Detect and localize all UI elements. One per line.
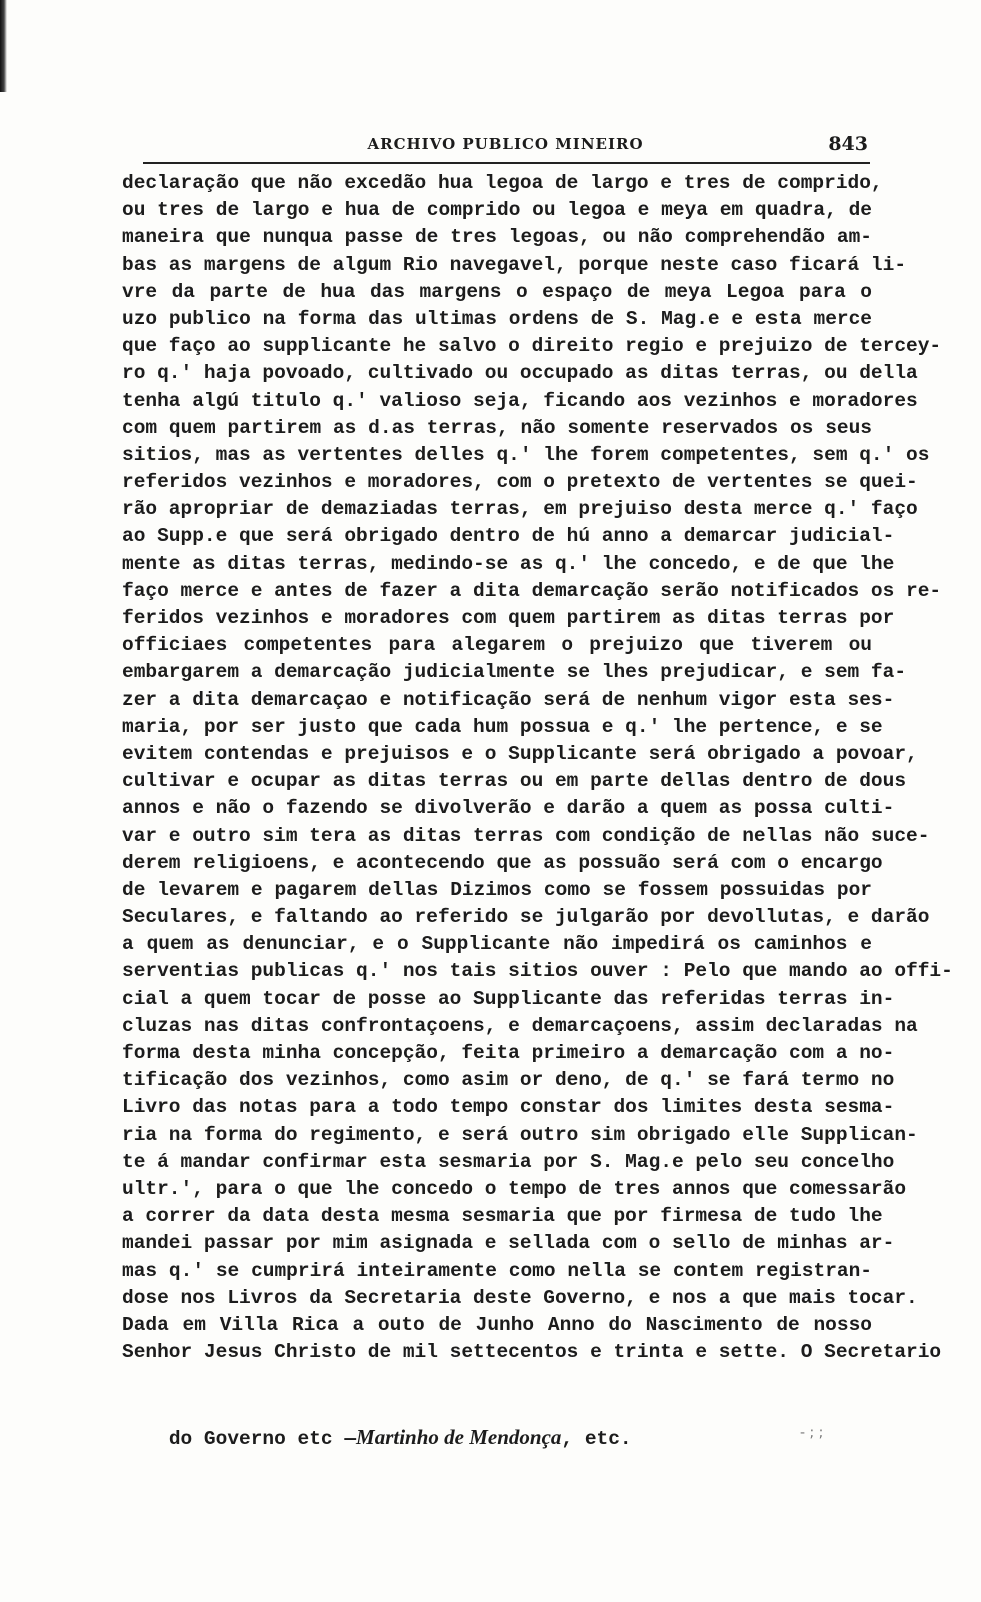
text-line: com quem partirem as d.as terras, não somente reservados os seus <box>122 416 872 439</box>
text-line: ultr.', para o que lhe concedo o tempo de tres annos que comessarão <box>122 1177 907 1200</box>
text-line: zer a dita demarcaçao e notificação será de nenhum vigor esta ses- <box>122 688 895 711</box>
text-line: feridos vezinhos e moradores com quem partirem as ditas terras por <box>122 607 895 629</box>
text-line: faço merce e antes de fazer a dita demarcação serão notificados os re- <box>122 579 942 602</box>
text-line: Dada em Villa Rica a outo de Junho Anno do Nascimento de nosso <box>122 1313 872 1336</box>
text-line: te á mandar confirmar esta sesmaria por S. Mag.e pelo seu concelho <box>122 1150 895 1173</box>
text-line: a correr da data desta mesma sesmaria que por firmesa de tudo lhe <box>122 1205 883 1228</box>
text-line: maneira que nunqua passe de tres legoas, ou não comprehendão am- <box>122 226 872 249</box>
text-line: cial a quem tocar de posse ao Supplicante das referidas terras in- <box>122 987 895 1010</box>
text-line: que faço ao supplicante he salvo o direito regio e prejuizo de tercey- <box>122 335 942 358</box>
text-line: referidos vezinhos e moradores, com o pretexto de vertentes se quei- <box>122 471 918 494</box>
text-line: sitios, mas as vertentes delles q.' lhe forem competentes, sem q.' os <box>122 443 930 466</box>
text-line: Livro das notas para a todo tempo constar dos limites desta sesma- <box>122 1096 895 1119</box>
text-line: mandei passar por mim asignada e sellada com o sello de minhas ar- <box>122 1232 895 1255</box>
text-line: evitem contendas e prejuisos e o Supplicante será obrigado a povoar, <box>122 742 918 765</box>
text-line: vre da parte de hua das margens o espaço de meya Legoa para o <box>122 280 872 303</box>
text-line: bas as margens de algum Rio navegavel, porque neste caso ficará li- <box>122 253 907 276</box>
text-line: maria, por ser justo que cada hum possua e q.' lhe pertence, e se <box>122 715 883 738</box>
running-title: ARCHIVO PUBLICO MINEIRO <box>367 135 644 153</box>
text-line: tenha algú titulo q.' valioso seja, ficando aos vezinhos e moradores <box>122 389 918 412</box>
text-line: ro q.' haja povoado, cultivado ou occupado as ditas terras, ou della <box>122 362 918 385</box>
text-line-final <box>122 1397 872 1451</box>
text-line: ou tres de largo e hua de comprido ou legoa e meya em quadra, de <box>122 199 872 222</box>
body-text <box>122 170 953 1366</box>
signature: Martinho de Mendonça <box>356 1425 562 1450</box>
text-line: annos e não o fazendo se divolverão e darão a quem as possa culti- <box>122 797 895 820</box>
text-line: uzo publico na forma das ultimas ordens de S. Mag.e e esta merce <box>122 307 872 330</box>
text-line: a quem as denunciar, e o Supplicante não impedirá os caminhos e <box>122 933 872 956</box>
text-line: ao Supp.e que será obrigado dentro de hú anno a demarcar judicial- <box>122 525 895 548</box>
text-line: mas q.' se cumprirá inteiramente como nella se contem registran- <box>122 1259 872 1282</box>
page-number: 843 <box>828 133 868 155</box>
text-line: tificação dos vezinhos, como asim or deno, de q.' se fará termo no <box>122 1069 895 1092</box>
text-line: serventias publicas q.' nos tais sitios ouver : Pelo que mando ao offi- <box>122 960 953 983</box>
final-line-prefix: do Governo etc — <box>168 1428 357 1451</box>
text-line: rão apropriar de demaziadas terras, em prejuiso desta merce q.' faço <box>122 498 918 521</box>
text-line: forma desta minha concepção, feita primeiro a demarcação com a no- <box>122 1042 895 1064</box>
final-line-suffix: , etc. <box>561 1428 632 1451</box>
running-head <box>143 135 868 161</box>
text-line: Senhor Jesus Christo de mil settecentos e trinta e sette. O Secretario <box>122 1341 942 1364</box>
page-edge-mark <box>0 0 7 92</box>
text-line: cultivar e ocupar as ditas terras ou em parte dellas dentro de dous <box>122 770 907 793</box>
text-line: dose nos Livros da Secretaria deste Governo, e nos a que mais tocar. <box>122 1286 918 1309</box>
text-line: embargarem a demarcação judicialmente se lhes prejudicar, e sem fa- <box>122 661 907 684</box>
text-line: derem religioens, e acontecendo que as possuão será com o encargo <box>122 851 883 874</box>
text-line: officiaes competentes para alegarem o prejuizo que tiverem ou <box>122 634 872 657</box>
corner-smudge: - ; ; <box>800 1425 824 1441</box>
text-line: ria na forma do regimento, e será outro sim obrigado elle Supplican- <box>122 1123 918 1146</box>
text-line: mente as ditas terras, medindo-se as q.' lhe concedo, e de que lhe <box>122 552 895 575</box>
text-line: Seculares, e faltando ao referido se julgarão por devollutas, e darão <box>122 906 930 929</box>
text-line: de levarem e pagarem dellas Dizimos como se fossem possuidas por <box>122 878 872 901</box>
text-line: cluzas nas ditas confrontaçoens, e demarcaçoens, assim declaradas na <box>122 1014 918 1037</box>
header-rule <box>143 162 870 164</box>
text-line: var e outro sim tera as ditas terras com condição de nellas não suce- <box>122 824 930 847</box>
text-line: declaração que não excedão hua legoa de largo e tres de comprido, <box>122 172 883 194</box>
